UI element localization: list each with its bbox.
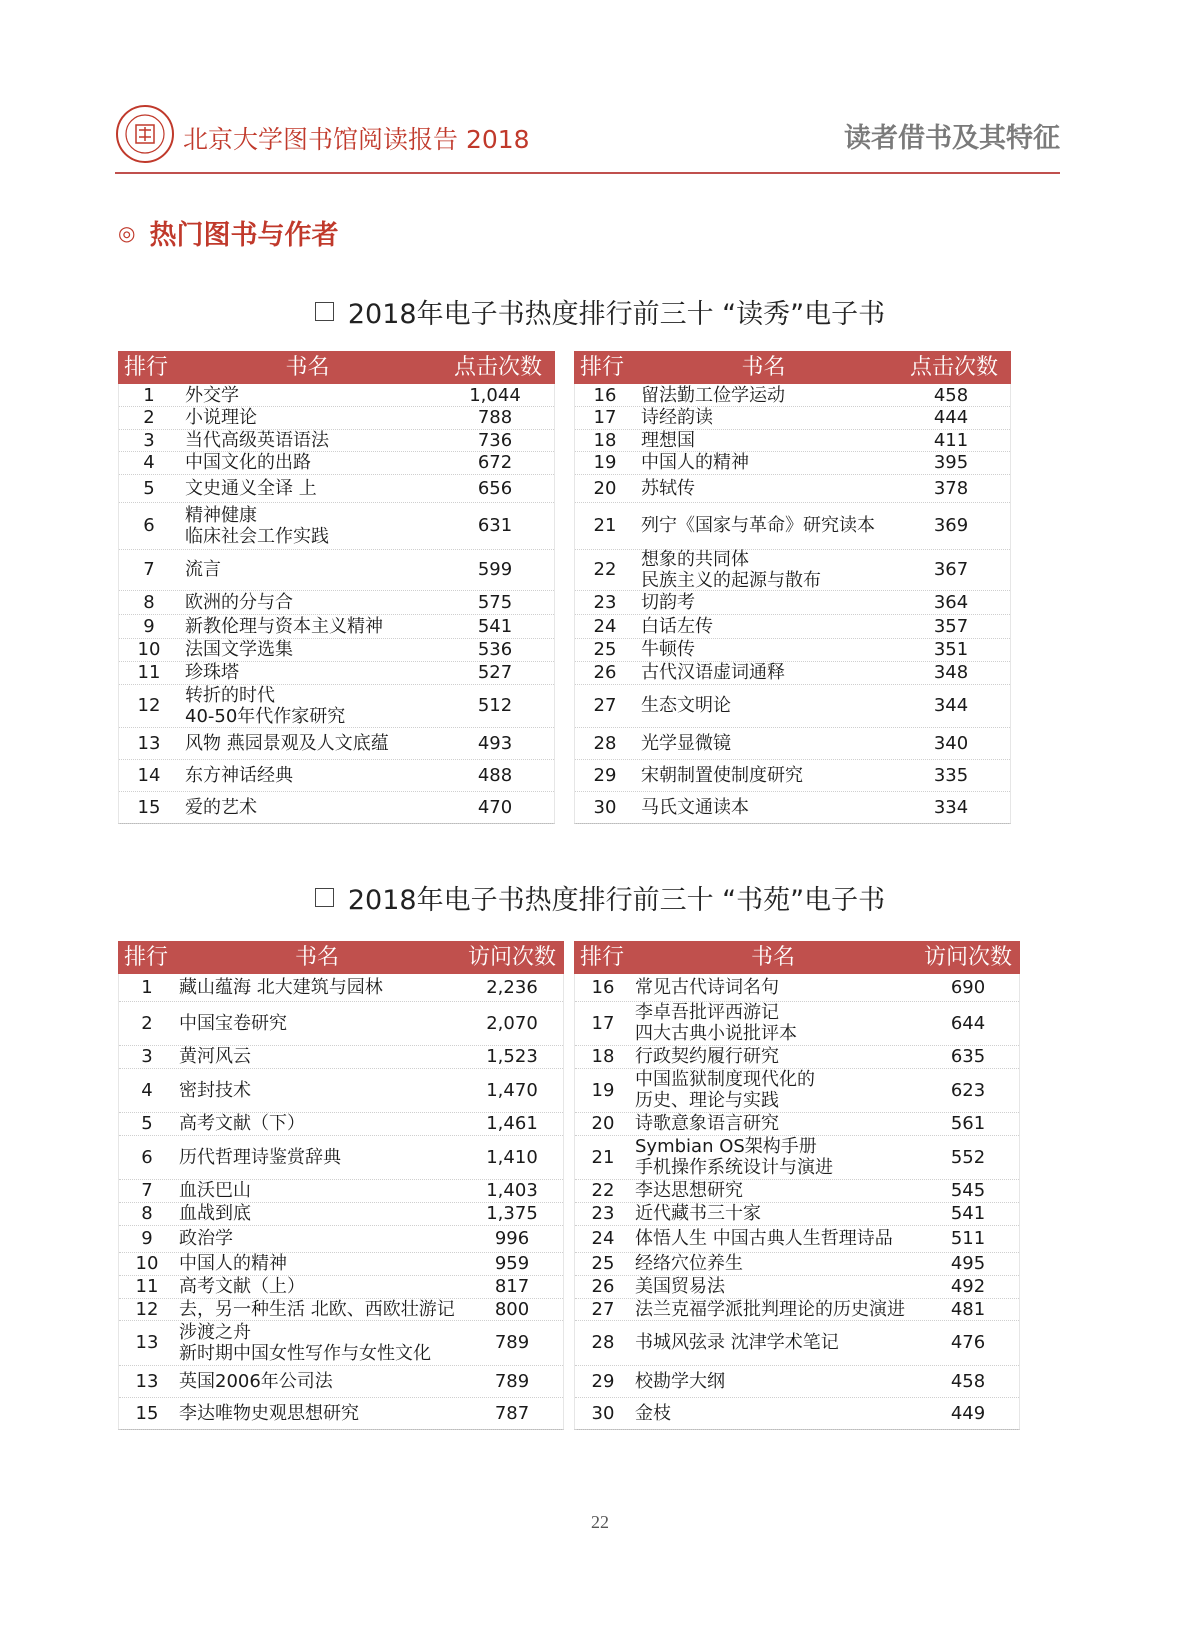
book-count: 488 <box>477 764 513 786</box>
table-row <box>575 1112 1019 1136</box>
table-header-left <box>118 351 555 384</box>
book-count: 1,461 <box>486 1113 538 1134</box>
book-rank: 6 <box>143 515 155 536</box>
table-row <box>575 727 1010 760</box>
book-count: 690 <box>950 977 986 998</box>
book-count: 357 <box>933 615 969 637</box>
book-count: 495 <box>950 1253 986 1274</box>
book-rank: 6 <box>141 1146 153 1168</box>
book-rank: 5 <box>143 477 155 499</box>
book-name: 东方神话经典 <box>185 764 293 786</box>
table-row <box>119 1202 563 1226</box>
book-rank: 21 <box>593 515 617 536</box>
book-count: 1,523 <box>486 1046 538 1067</box>
table-title-text: 2018年电子书热度排行前三十 “读秀”电子书 <box>347 299 886 330</box>
book-count: 996 <box>494 1228 530 1249</box>
book-name: 行政契约履行研究 <box>635 1046 779 1067</box>
book-name: 留法勤工俭学运动 <box>641 384 785 406</box>
book-rank: 2 <box>143 407 155 428</box>
book-rank: 23 <box>591 1203 615 1224</box>
book-rank: 18 <box>593 429 617 451</box>
book-name: 经络穴位养生 <box>635 1253 743 1274</box>
checkbox-square-icon <box>315 302 334 321</box>
table-row <box>119 638 554 662</box>
book-count: 552 <box>950 1146 986 1168</box>
book-rank: 25 <box>593 639 617 660</box>
book-name: 法国文学选集 <box>185 639 293 660</box>
table-row <box>575 1225 1019 1253</box>
book-name: 李达思想研究 <box>635 1180 743 1201</box>
book-name: 中国文化的出路 <box>185 452 311 473</box>
table-row <box>119 406 554 430</box>
page-number: 22 <box>591 1512 609 1532</box>
book-count: 470 <box>477 796 513 818</box>
table-row <box>119 684 554 728</box>
table-header-left <box>118 941 564 974</box>
table-header-right <box>574 351 1011 384</box>
book-rank: 17 <box>593 407 617 428</box>
book-name: 苏轼传 <box>641 477 695 499</box>
book-name: 中国人的精神 <box>641 452 749 473</box>
table-row <box>119 1112 563 1136</box>
table-row <box>575 1179 1019 1203</box>
header-name: 书名 <box>294 945 339 970</box>
book-rank: 1 <box>143 384 155 406</box>
book-rank: 26 <box>593 662 617 683</box>
book-name: 藏山蕴海 北大建筑与园林 <box>179 977 383 998</box>
book-count: 492 <box>950 1276 986 1297</box>
book-rank: 8 <box>143 591 155 613</box>
book-rank: 19 <box>593 452 617 473</box>
book-count: 788 <box>477 407 513 428</box>
table-row <box>119 614 554 639</box>
table-row <box>119 1001 563 1046</box>
section-heading <box>118 213 338 252</box>
header-name: 书名 <box>750 945 795 970</box>
book-name: 血沃巴山 <box>179 1180 251 1201</box>
book-rank: 19 <box>591 1079 615 1101</box>
book-rank: 22 <box>593 559 617 580</box>
book-name: 金枝 <box>635 1402 671 1424</box>
table-row <box>575 502 1010 550</box>
chapter-title: 读者借书及其特征 <box>844 123 1060 154</box>
book-rank: 11 <box>135 1276 159 1297</box>
book-name: 当代高级英语语法 <box>185 429 329 451</box>
book-name: 流言 <box>185 559 221 580</box>
book-count: 335 <box>933 764 969 786</box>
book-count: 493 <box>477 732 513 754</box>
university-seal-logo <box>115 104 175 164</box>
book-count: 800 <box>494 1298 530 1320</box>
book-name: 美国贸易法 <box>635 1276 725 1297</box>
header-rank: 排行 <box>123 355 168 380</box>
table-row <box>575 1202 1019 1226</box>
book-count: 672 <box>477 452 513 473</box>
table-row <box>119 1252 563 1276</box>
book-count: 1,470 <box>486 1079 538 1101</box>
table-row <box>119 1275 563 1299</box>
book-count: 476 <box>950 1332 986 1353</box>
book-name: 李卓吾批评西游记 四大古典小说批评本 <box>635 1002 797 1044</box>
table-row <box>119 791 554 824</box>
book-rank: 7 <box>143 559 155 580</box>
book-name: 切韵考 <box>641 591 695 613</box>
book-rank: 15 <box>135 1402 159 1424</box>
book-rank: 29 <box>593 764 617 786</box>
table-row <box>119 727 554 760</box>
book-count: 545 <box>950 1180 986 1201</box>
table-row <box>119 661 554 685</box>
book-count: 656 <box>477 477 513 499</box>
book-count: 458 <box>933 384 969 406</box>
book-rank: 8 <box>141 1203 153 1224</box>
book-name: 高考文献（下） <box>179 1113 305 1134</box>
header-rank: 排行 <box>579 355 624 380</box>
table-row <box>575 429 1010 452</box>
book-name: 列宁《国家与革命》研究读本 <box>641 515 875 536</box>
book-name: 理想国 <box>641 429 695 451</box>
table-row <box>119 1045 563 1069</box>
book-rank: 3 <box>143 429 155 451</box>
table-row <box>119 1397 563 1430</box>
book-name: 历代哲理诗鉴赏辞典 <box>179 1146 341 1168</box>
book-rank: 26 <box>591 1276 615 1297</box>
book-name: 英国2006年公司法 <box>179 1370 333 1392</box>
book-count: 787 <box>494 1402 530 1424</box>
book-name: 马氏文通读本 <box>641 796 749 818</box>
book-rank: 4 <box>143 452 155 473</box>
book-count: 449 <box>950 1402 986 1424</box>
book-count: 1,044 <box>469 384 521 406</box>
table-header-right <box>574 941 1020 974</box>
book-count: 789 <box>494 1370 530 1392</box>
table-row <box>575 974 1019 1002</box>
book-name: 白话左传 <box>641 615 713 637</box>
book-count: 458 <box>950 1370 986 1392</box>
table-row <box>575 759 1010 792</box>
book-count: 340 <box>933 732 969 754</box>
book-rank: 4 <box>141 1079 153 1101</box>
book-name: 牛顿传 <box>641 639 695 660</box>
book-name: 生态文明论 <box>641 695 731 716</box>
book-rank: 13 <box>135 1370 159 1392</box>
table-row <box>575 549 1010 591</box>
table-title-duxiu <box>0 292 1200 331</box>
book-name: 校勘学大纲 <box>635 1370 725 1392</box>
book-count: 351 <box>933 639 969 660</box>
header-name: 书名 <box>741 355 786 380</box>
book-count: 512 <box>477 695 513 716</box>
header-count: 点击次数 <box>909 355 998 380</box>
book-name: 黄河风云 <box>179 1046 251 1067</box>
header-rank: 排行 <box>123 945 168 970</box>
table-row <box>575 1397 1019 1430</box>
book-count: 344 <box>933 695 969 716</box>
book-rank: 18 <box>591 1046 615 1067</box>
table-row <box>119 1068 563 1113</box>
book-name: 中国宝卷研究 <box>179 1012 287 1034</box>
book-count: 635 <box>950 1046 986 1067</box>
book-count: 527 <box>477 662 513 683</box>
book-name: 高考文献（上） <box>179 1276 305 1297</box>
table-row <box>119 1225 563 1253</box>
book-name: 宋朝制置使制度研究 <box>641 764 803 786</box>
book-count: 2,070 <box>486 1012 538 1034</box>
book-rank: 13 <box>135 1332 159 1353</box>
table-row <box>119 1179 563 1203</box>
table-row <box>575 1320 1019 1366</box>
book-rank: 30 <box>593 796 617 818</box>
book-name: 风物 燕园景观及人文底蕴 <box>185 732 389 754</box>
book-name: 密封技术 <box>179 1079 251 1101</box>
table-row <box>575 661 1010 685</box>
book-count: 367 <box>933 559 969 580</box>
book-name: 法兰克福学派批判理论的历史演进 <box>635 1298 905 1320</box>
book-rank: 23 <box>593 591 617 613</box>
book-name: 转折的时代 40-50年代作家研究 <box>185 684 346 727</box>
table-row <box>575 791 1010 824</box>
book-name: 古代汉语虚词通释 <box>641 662 785 683</box>
book-rank: 22 <box>591 1180 615 1201</box>
book-rank: 16 <box>591 977 615 998</box>
report-title: 北京大学图书馆阅读报告 2018 <box>183 125 530 154</box>
book-name: 血战到底 <box>179 1203 251 1224</box>
table-row <box>575 1298 1019 1321</box>
book-name: 书城风弦录 沈津学术笔记 <box>635 1332 839 1353</box>
book-count: 541 <box>950 1203 986 1224</box>
table-row <box>119 1135 563 1180</box>
book-count: 623 <box>950 1079 986 1101</box>
book-count: 444 <box>933 407 969 428</box>
book-rank: 27 <box>593 695 617 716</box>
book-rank: 24 <box>591 1228 615 1249</box>
book-name: 文史通义全译 上 <box>185 477 317 499</box>
book-rank: 20 <box>593 477 617 499</box>
book-rank: 14 <box>137 764 161 786</box>
book-name: 珍珠塔 <box>185 662 239 683</box>
table-body-left <box>118 974 564 1430</box>
book-rank: 28 <box>593 732 617 754</box>
book-count: 511 <box>950 1228 986 1249</box>
table-row <box>575 1252 1019 1276</box>
book-rank: 20 <box>591 1113 615 1134</box>
table-row <box>119 474 554 503</box>
table-row <box>119 549 554 591</box>
book-name: 小说理论 <box>185 407 257 428</box>
book-count: 395 <box>933 452 969 473</box>
book-name: 李达唯物史观思想研究 <box>179 1402 359 1424</box>
book-name: Symbian OS架构手册 手机操作系统设计与演进 <box>635 1136 833 1178</box>
book-rank: 1 <box>141 977 153 998</box>
page-header <box>115 100 1060 174</box>
book-name: 光学显微镜 <box>641 732 731 754</box>
book-rank: 28 <box>591 1332 615 1353</box>
book-name: 体悟人生 中国古典人生哲理诗品 <box>635 1228 893 1249</box>
book-count: 411 <box>933 429 969 451</box>
table-row <box>575 1001 1019 1046</box>
book-count: 959 <box>494 1253 530 1274</box>
book-name: 近代藏书三十家 <box>635 1203 761 1224</box>
book-name: 中国监狱制度现代化的 历史、理论与实践 <box>635 1069 815 1111</box>
book-name: 外交学 <box>185 384 239 406</box>
book-count: 334 <box>933 796 969 818</box>
book-rank: 12 <box>135 1298 159 1320</box>
table-body-right <box>574 384 1011 824</box>
header-name: 书名 <box>285 355 330 380</box>
table-row <box>575 1068 1019 1113</box>
table-row <box>575 638 1010 662</box>
book-rank: 21 <box>591 1146 615 1168</box>
book-rank: 7 <box>141 1180 153 1201</box>
book-count: 561 <box>950 1113 986 1134</box>
table-row <box>119 1320 563 1366</box>
book-rank: 27 <box>591 1298 615 1320</box>
book-rank: 29 <box>591 1370 615 1392</box>
book-count: 1,375 <box>486 1203 538 1224</box>
book-rank: 3 <box>141 1046 153 1067</box>
double-circle-icon: ◎ <box>118 220 136 245</box>
book-rank: 12 <box>137 695 161 716</box>
header-rank: 排行 <box>579 945 624 970</box>
table-row <box>575 451 1010 475</box>
book-rank: 25 <box>591 1253 615 1274</box>
table-row <box>575 474 1010 503</box>
book-rank: 30 <box>591 1402 615 1424</box>
book-count: 575 <box>477 591 513 613</box>
book-rank: 10 <box>137 639 161 660</box>
book-count: 789 <box>494 1332 530 1353</box>
book-count: 1,410 <box>486 1146 538 1168</box>
book-name: 欧洲的分与合 <box>185 591 293 613</box>
book-rank: 9 <box>141 1228 153 1249</box>
book-name: 想象的共同体 民族主义的起源与散布 <box>641 548 821 591</box>
book-name: 诗经韵读 <box>641 407 713 428</box>
table-row <box>575 590 1010 615</box>
book-name: 去，另一种生活 北欧、西欧壮游记 <box>179 1298 455 1320</box>
book-count: 599 <box>477 559 513 580</box>
checkbox-square-icon <box>315 888 334 907</box>
book-name: 中国人的精神 <box>179 1253 287 1274</box>
table-body-left <box>118 384 555 824</box>
book-count: 2,236 <box>486 977 538 998</box>
table-row <box>119 429 554 452</box>
table-title-text: 2018年电子书热度排行前三十 “书苑”电子书 <box>347 885 886 916</box>
book-count: 378 <box>933 477 969 499</box>
book-count: 736 <box>477 429 513 451</box>
table-row <box>575 384 1010 407</box>
book-rank: 13 <box>137 732 161 754</box>
book-name: 常见古代诗词名句 <box>635 977 779 998</box>
book-name: 涉渡之舟 新时期中国女性写作与女性文化 <box>179 1321 431 1364</box>
table-row <box>575 1275 1019 1299</box>
table-row <box>119 384 554 407</box>
book-count: 541 <box>477 615 513 637</box>
book-name: 精神健康 临床社会工作实践 <box>185 504 329 547</box>
book-count: 631 <box>477 515 513 536</box>
book-name: 政治学 <box>179 1228 233 1249</box>
book-rank: 16 <box>593 384 617 406</box>
book-rank: 15 <box>137 796 161 818</box>
header-count: 访问次数 <box>467 945 556 970</box>
table-row <box>119 590 554 615</box>
book-count: 1,403 <box>486 1180 538 1201</box>
table-row <box>575 614 1010 639</box>
table-row <box>119 1365 563 1398</box>
header-count: 访问次数 <box>923 945 1012 970</box>
book-count: 536 <box>477 639 513 660</box>
table-body-right <box>574 974 1020 1430</box>
header-count: 点击次数 <box>453 355 542 380</box>
book-name: 新教伦理与资本主义精神 <box>185 615 383 637</box>
table-row <box>575 1135 1019 1180</box>
book-count: 364 <box>933 591 969 613</box>
book-rank: 9 <box>143 615 155 637</box>
book-count: 348 <box>933 662 969 683</box>
book-name: 诗歌意象语言研究 <box>635 1113 779 1134</box>
table-title-shuyuan <box>0 878 1200 917</box>
table-row <box>575 1045 1019 1069</box>
book-rank: 5 <box>141 1113 153 1134</box>
book-count: 369 <box>933 515 969 536</box>
table-row <box>119 759 554 792</box>
book-rank: 17 <box>591 1012 615 1034</box>
book-rank: 24 <box>593 615 617 637</box>
table-row <box>119 502 554 550</box>
section-title: 热门图书与作者 <box>149 220 339 251</box>
table-row <box>575 1365 1019 1398</box>
book-count: 644 <box>950 1012 986 1034</box>
book-count: 817 <box>494 1276 530 1297</box>
book-count: 481 <box>950 1298 986 1320</box>
book-rank: 11 <box>137 662 161 683</box>
book-rank: 10 <box>135 1253 159 1274</box>
table-row <box>575 684 1010 728</box>
book-name: 爱的艺术 <box>185 796 257 818</box>
table-row <box>575 406 1010 430</box>
book-rank: 2 <box>141 1012 153 1034</box>
table-row <box>119 1298 563 1321</box>
table-row <box>119 974 563 1002</box>
table-row <box>119 451 554 475</box>
